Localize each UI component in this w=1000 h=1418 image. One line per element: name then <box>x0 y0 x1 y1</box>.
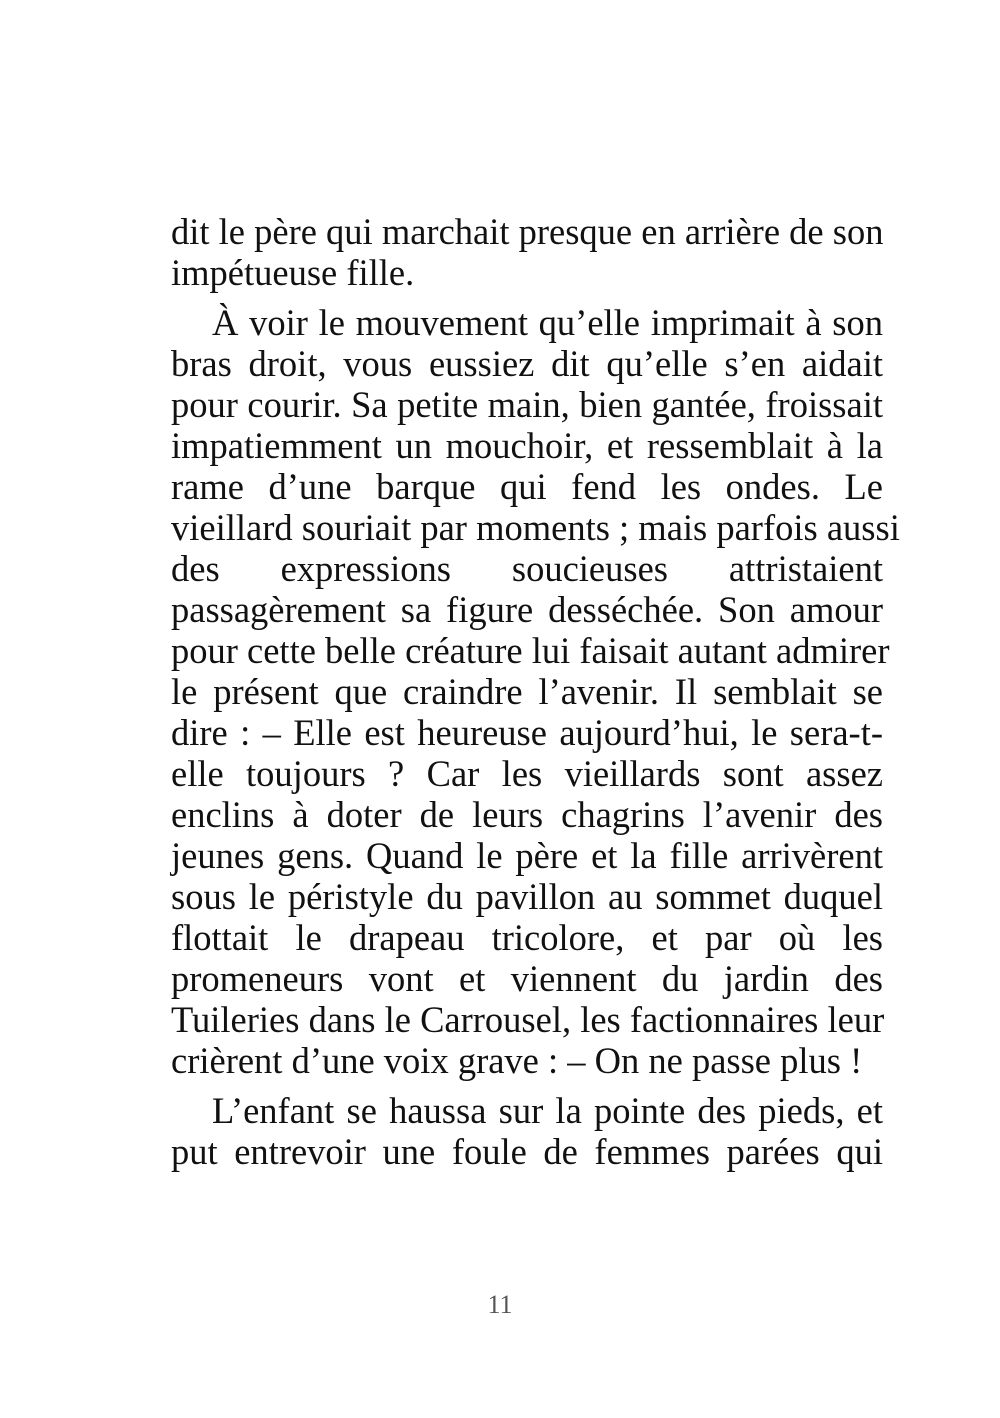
text-line: L’enfant se haussa sur la pointe des pieds, et <box>212 1090 883 1131</box>
text-line: le présent que craindre l’avenir. Il semblait se <box>171 671 883 712</box>
text-line: enclins à doter de leurs chagrins l’avenir des <box>171 794 883 835</box>
paragraph <box>171 302 900 1081</box>
text-line: jeunes gens. Quand le père et la fille arrivèrent <box>171 835 883 876</box>
text-line: impatiemment un mouchoir, et ressemblait à la <box>171 425 883 466</box>
text-line: put entrevoir une foule de femmes parées qui <box>171 1131 883 1172</box>
text-line: elle toujours ? Car les vieillards sont assez <box>171 753 883 794</box>
text-line: pour cette belle créature lui faisait autant admirer <box>171 630 890 671</box>
text-line: rame d’une barque qui fend les ondes. Le <box>171 466 883 507</box>
text-line: À voir le mouvement qu’elle imprimait à son <box>212 302 883 343</box>
text-line: impétueuse fille. <box>171 252 415 293</box>
text-line: dit le père qui marchait presque en arrière de son <box>171 211 884 252</box>
text-line: bras droit, vous eussiez dit qu’elle s’en aidait <box>171 343 883 384</box>
text-line: dire : – Elle est heureuse aujourd’hui, le sera-t- <box>171 712 883 753</box>
text-line: promeneurs vont et viennent du jardin des <box>171 958 883 999</box>
text-line: des expressions soucieuses attristaient <box>171 548 883 589</box>
paragraph <box>171 211 883 293</box>
text-line: pour courir. Sa petite main, bien gantée, froissait <box>171 384 883 425</box>
text-line: crièrent d’une voix grave : – On ne passe plus ! <box>171 1040 863 1081</box>
page-number: 11 <box>487 1290 513 1319</box>
page-body-text <box>171 211 900 1172</box>
paragraph <box>171 1090 883 1172</box>
text-line: Tuileries dans le Carrousel, les factionnaires leur <box>171 999 885 1040</box>
text-line: vieillard souriait par moments ; mais parfois aussi <box>171 507 900 548</box>
text-line: flottait le drapeau tricolore, et par où les <box>171 917 883 958</box>
text-line: sous le péristyle du pavillon au sommet duquel <box>171 876 883 917</box>
text-line: passagèrement sa figure desséchée. Son amour <box>171 589 883 630</box>
